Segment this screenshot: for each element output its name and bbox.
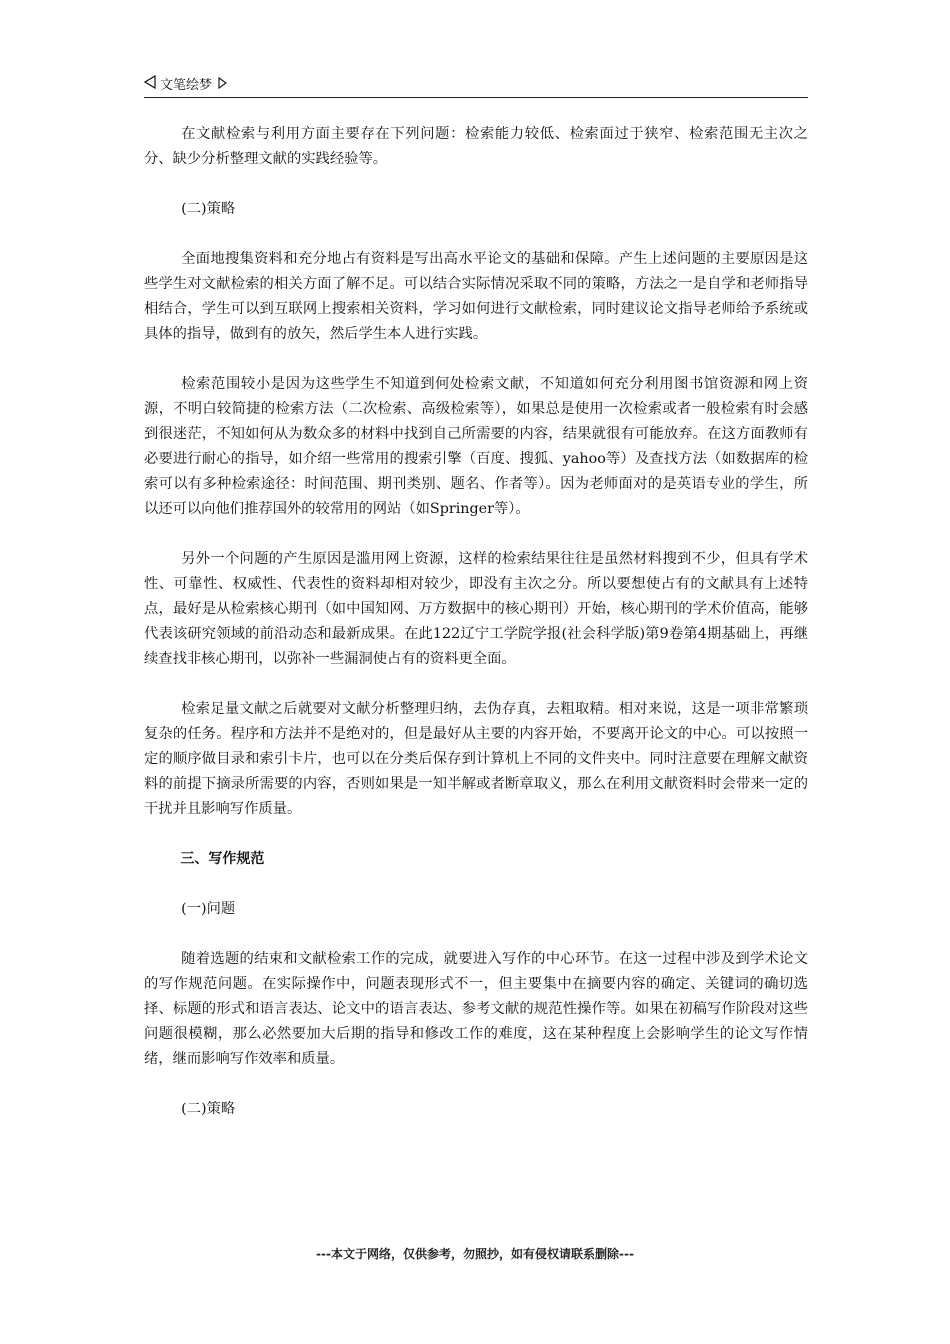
subheading-strategy-2: (二)策略 [181, 1101, 236, 1117]
header-title: 文笔绘梦 [160, 77, 213, 93]
subheading-strategy-1: (二)策略 [181, 201, 236, 217]
right-triangle-icon [218, 76, 227, 96]
page-footer: ---本文于网络，仅供参考，勿照抄，如有侵权请联系删除--- [316, 1247, 634, 1261]
paragraph-issues-summary: 在文献检索与利用方面主要存在下列问题：检索能力较低、检索面过于狭窄、检索范围无主次之分、缺少分析整理文献的实践经验等。 [144, 126, 808, 167]
left-triangle-icon [144, 75, 156, 96]
document-body [144, 122, 808, 1147]
paragraph-search-scope: 检索范围较小是因为这些学生不知道到何处检索文献，不知道如何充分利用图书馆资源和网上资源，不明白较简捷的检索方法（二次检索、高级检索等），如果总是使用一次检索或者一般检索有时会感到很迷茫，不知如何从为数众多的材料中找到自己所需要的内容，结果就很有可能放弃。在这方面教师有必要进行耐心的指导，如介绍一些常用的搜索引擎（百度、搜狐、yahoo等）及查找方法（如数据库的检索可以有多种检索途径：时间范围、期刊类别、题名、作者等）。因为老师面对的是英语专业的学生，所以还可以向他们推荐国外的较常用的网站（如Springer等）。 [144, 376, 808, 517]
page-header [144, 75, 808, 98]
paragraph-online-resources: 另外一个问题的产生原因是滥用网上资源，这样的检索结果往往是虽然材料搜到不少，但具有学术性、可靠性、权威性、代表性的资料却相对较少，即没有主次之分。所以要想使占有的文献具有上述特点，最好是从检索核心期刊（如中国知网、万方数据中的核心期刊）开始，核心期刊的学术价值高，能够代表该研究领域的前沿动态和最新成果。在此122辽宁工学院学报(社会科学版)第9卷第4期基础上，再继续查找非核心期刊，以弥补一些漏洞使占有的资料更全面。 [144, 551, 808, 667]
subheading-problem: (一)问题 [181, 901, 236, 917]
paragraph-writing-norms: 随着选题的结束和文献检索工作的完成，就要进入写作的中心环节。在这一过程中涉及到学术论文的写作规范问题。在实际操作中，问题表现形式不一，但主要集中在摘要内容的确定、关键词的确切选择、标题的形式和语言表达、论文中的语言表达、参考文献的规范性操作等。如果在初稿写作阶段对这些问题很模糊，那么必然要加大后期的指导和修改工作的难度，这在某种程度上会影响学生的论文写作情绪，继而影响写作效率和质量。 [144, 951, 808, 1067]
section-heading-writing-norms: 三、写作规范 [180, 851, 265, 867]
paragraph-strategy-overview: 全面地搜集资料和充分地占有资料是写出高水平论文的基础和保障。产生上述问题的主要原因是这些学生对文献检索的相关方面了解不足。可以结合实际情况采取不同的策略，方法之一是自学和老师指导相结合，学生可以到互联网上搜索相关资料，学习如何进行文献检索，同时建议论文指导老师给予系统或具体的指导，做到有的放矢，然后学生本人进行实践。 [144, 251, 808, 342]
paragraph-organize-literature: 检索足量文献之后就要对文献分析整理归纳，去伪存真，去粗取精。相对来说，这是一项非常繁琐复杂的任务。程序和方法并不是绝对的，但是最好从主要的内容开始，不要离开论文的中心。可以按照一定的顺序做目录和索引卡片，也可以在分类后保存到计算机上不同的文件夹中。同时注意要在理解文献资料的前提下摘录所需要的内容，否则如果是一知半解或者断章取义，那么在利用文献资料时会带来一定的干扰并且影响写作质量。 [144, 701, 808, 817]
